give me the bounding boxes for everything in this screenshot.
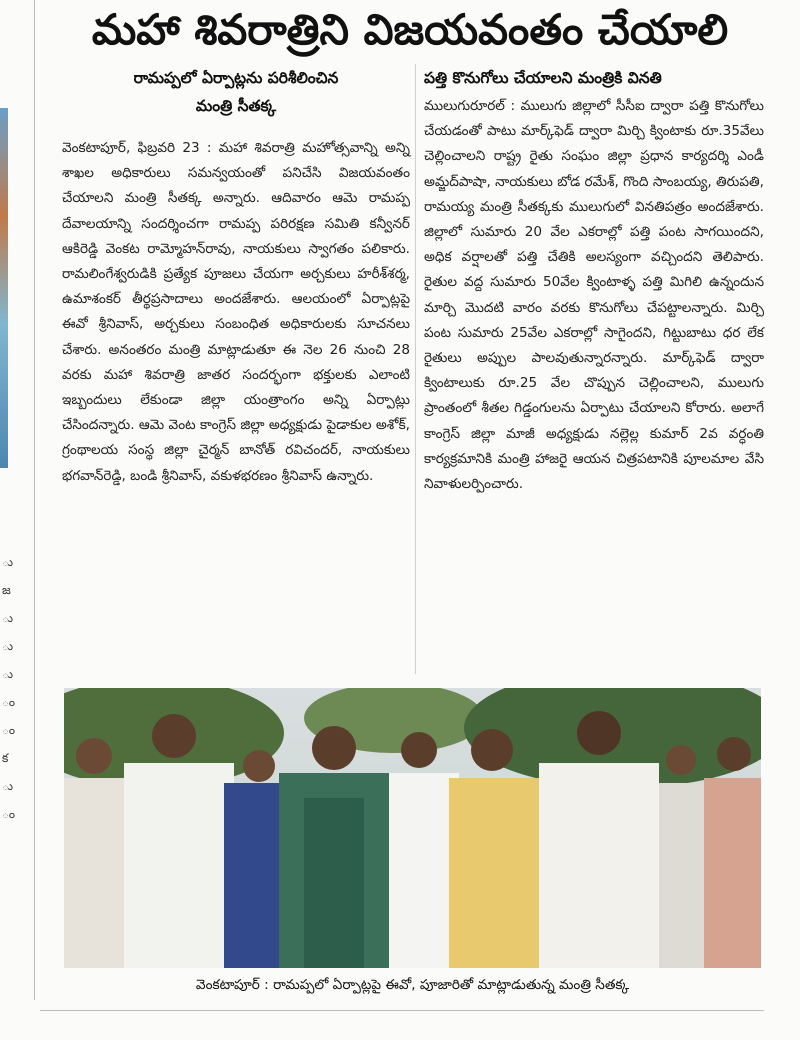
photo-caption: వెంకటాపూర్ : రామప్పలో ఏర్పాట్లపై ఈవో, పూజారితో మాట్లాడుతున్న మంత్రి సీతక్క [195,977,630,993]
left-subhead-line-2: మంత్రి సీతక్క [195,97,277,115]
photo-illustration [64,688,761,968]
headline: మహా శివరాత్రిని విజయవంతం చేయాలి [91,5,729,54]
left-subhead-line-1: రామప్పలో ఏర్పాట్లను పరిశీలించిన [133,69,339,87]
news-photo [64,688,761,968]
right-article-body: ములుగురూరల్ : ములుగు జిల్లాలో సీసీఐ ద్వారా పత్తి కొనుగోలు చేయడంతో పాటు మార్క్‌ఫెడ్ ద్వారా మిర్చి క్వింటాకు రూ.35వేలు చెల్లించాలని రాష్ట్ర రైతు సంఘం జిల్లా ప్రధాన కార్యదర్శి ఎండీ అమ్జద్‌పాషా, నాయకులు బోడ రమేశ్, గొంది సాంబయ్య, తిరుపతి, రామయ్య మంత్రి సీతక్కకు ములుగులో వినతిపత్రం అందజేశారు. జిల్లాలో సుమారు 20 వేల ఎకరాల్లో పత్తి పంట సాగయిందని, అధిక వర్షాలతో పత్తి చేతికి అలస్యంగా వచ్చిందని తెలిపారు. రైతుల వద్ద సుమారు 50వేల క్వింటాళ్ళ పత్తి మిగిలి ఉన్నందున మార్చి మొదటి వారం వరకు కొనుగోలు చేపట్టాలన్నారు. మిర్చి పంట సుమారు 25వేల ఎకరాల్లో సాగైందని, గిట్టుబాటు ధర లేక రైతులు అప్పుల పాలవుతున్నారన్నారు. మార్క్‌ఫెడ్ ద్వారా క్వింటాలుకు రూ.25 వేల చొప్పున చెల్లించాలని, ములుగు ప్రాంతంలో శీతల గిడ్డంగులను ఏర్పాటు చేయాలని కోరారు. అలాగే కాంగ్రెస్ జిల్లా మాజీ అధ్యక్షుడు నల్లెల్ల కుమార్ 2వ వర్ధంతి కార్యక్రమానికి మంత్రి హాజరై ఆయన చిత్రపటానికి పూలమాల వేసి నివాళులర్పించారు. [424,98,764,493]
adjacent-column-edge [0,0,36,1000]
left-article-body: వెంకటాపూర్, ఫిబ్రవరి 23 : మహా శివరాత్రి మహోత్సవాన్ని అన్ని శాఖల అధికారులు సమన్వయంతో పనిచేసి విజయవంతం చేయాలని మంత్రి సీతక్క అన్నారు. ఆదివారం ఆమె రామప్ప దేవాలయాన్ని సందర్శించగా రామప్ప పరిరక్షణ సమితి కన్వీనర్ ఆకిరెడ్డి వెంకట రామ్మోహన్‌రావు, నాయకులు స్వాగతం పలికారు. రామలింగేశ్వరుడికి ప్రత్యేక పూజలు చేయగా అర్చకులు హరీశ్‌శర్మ, ఉమాశంకర్ తీర్థప్రసాదాలు అందజేశారు. ఆలయంలో ఏర్పాట్లపై ఈవో శ్రీనివాస్, అర్చకులు సంబంధిత అధికారులకు సూచనలు చేశారు. అనంతరం మంత్రి మాట్లాడుతూ ఈ నెల 26 నుంచి 28 వరకు మహా శివరాత్రి జాతర సందర్భంగా భక్తులకు ఎలాంటి ఇబ్బందులు లేకుండా జిల్లా యంత్రాంగం అన్ని ఏర్పాట్లు చేసిందన్నారు. ఆమె వెంట కాంగ్రెస్ జిల్లా అధ్యక్షుడు పైడాకుల అశోక్, గ్రంథాలయ సంస్థ జిల్లా చైర్మన్ బానోత్ రవిచందర్, నాయకులు భగవాన్‌రెడ్డి, బండి శ్రీనివాస్, వకుళభరణం శ్రీనివాస్ ఉన్నారు. [62,140,410,484]
right-article-subhead: పత్తి కొనుగోలు చేయాలని మంత్రికి వినతి [424,69,662,87]
adjacent-text-fragment: ు జ ు ు ు ం ం క ు ం [2,555,16,821]
column-rule-left [34,0,35,1000]
column-separator [415,64,416,674]
bottom-rule [40,1010,764,1011]
left-article-subhead [62,64,410,120]
adjacent-photo-fragment [0,108,8,468]
left-article [62,64,410,684]
right-article [424,64,764,684]
